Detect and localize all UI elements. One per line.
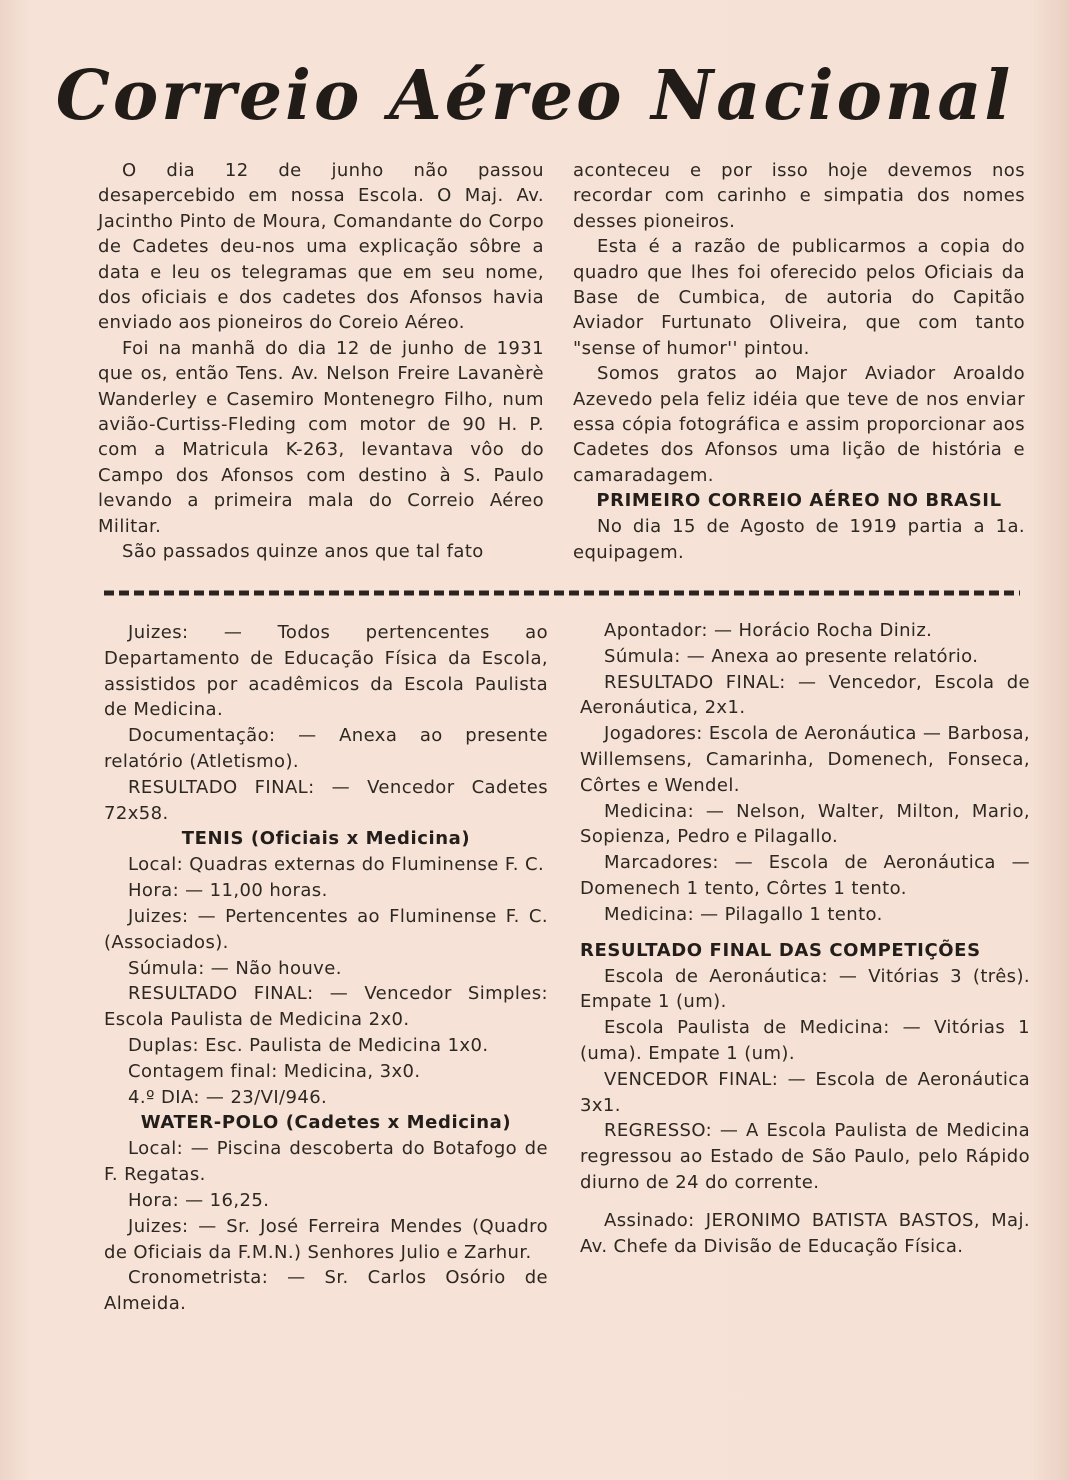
paragraph: 4.º DIA: — 23/VI/946. — [128, 1086, 328, 1108]
paragraph: RESULTADO FINAL: — Vencedor, Escola de Aeronáutica, 2x1. — [580, 671, 1030, 719]
page-title: Correio Aéreo Nacional — [55, 56, 1014, 136]
paragraph: Juizes: — Sr. José Ferreira Mendes (Quadro de Oficiais da F.M.N.) Senhores Julio e Zarhur. — [104, 1215, 548, 1263]
section-heading: PRIMEIRO CORREIO AÉREO NO BRASIL — [596, 490, 1002, 512]
signature-paragraph: Assinado: JERONIMO BATISTA BASTOS, Maj. Av. Chefe da Divisão de Educação Física. — [580, 1209, 1030, 1257]
paragraph: Juizes: — Pertencentes ao Fluminense F. C. (Associados). — [104, 905, 548, 953]
paragraph: Apontador: — Horácio Rocha Diniz. — [604, 620, 933, 641]
paragraph: Medicina: — Pilagallo 1 tento. — [604, 903, 883, 925]
section-heading: WATER-POLO (Cadetes x Medicina) — [140, 1112, 512, 1134]
paragraph: Hora: — 16,25. — [128, 1189, 270, 1211]
paragraph: Documentação: — Anexa ao presente relatório (Atletismo). — [104, 725, 548, 772]
paragraph: Marcadores: — Escola de Aeronáutica — Domenech 1 tento, Côrtes 1 tento. — [580, 852, 1030, 899]
paragraph: No dia 15 de Agosto de 1919 partia a 1a. equipagem. — [573, 516, 1025, 563]
paragraph: Cronometrista: — Sr. Carlos Osório de Almeida. — [104, 1267, 548, 1315]
paragraph: VENCEDOR FINAL: — Escola de Aeronáutica 3x1. — [580, 1068, 1030, 1116]
paragraph: aconteceu e por isso hoje devemos nos recordar com carinho e simpatia dos nomes desses pioneiros. — [573, 160, 1025, 232]
paragraph: Escola Paulista de Medicina: — Vitórias 1 (uma). Empate 1 (um). — [580, 1017, 1030, 1064]
report-column-left — [104, 620, 548, 1317]
paragraph: Hora: — 11,00 horas. — [128, 880, 328, 902]
paragraph: REGRESSO: — A Escola Paulista de Medicina regressou ao Estado de São Paulo, pelo Rápido diurno de 24 do corrente. — [580, 1120, 1030, 1193]
article-column-left — [98, 158, 544, 565]
paragraph: Juizes: — Todos pertencentes ao Departamento de Educação Física da Escola, assistidos por acadêmicos da Escola Paulista de Medicina. — [104, 622, 548, 721]
paragraph: RESULTADO FINAL: — Vencedor Simples: Escola Paulista de Medicina 2x0. — [104, 983, 548, 1031]
report-column-right — [580, 618, 1030, 1259]
paragraph: São passados quinze anos que tal fato — [122, 541, 484, 563]
paragraph: Contagem final: Medicina, 3x0. — [128, 1060, 421, 1082]
paragraph: Local: Quadras externas do Fluminense F. C. — [128, 854, 545, 876]
paragraph: Esta é a razão de publicarmos a copia do quadro que lhes foi oferecido pelos Oficiais da Base de Cumbica, de autoria do Capitão Aviador Furtunato Oliveira, que com tanto "sense of humor'' pintou. — [573, 236, 1025, 359]
paragraph: Somos gratos ao Major Aviador Aroaldo Azevedo pela feliz idéia que teve de nos enviar essa cópia fotográfica e assim proporcionar aos Cadetes dos Afonsos uma lição de história e camaradagem. — [573, 363, 1025, 486]
article-column-right — [573, 158, 1025, 565]
paragraph: RESULTADO FINAL: — Vencedor Cadetes 72x58. — [104, 776, 548, 824]
paragraph: Foi na manhã do dia 12 de junho de 1931 que os, então Tens. Av. Nelson Freire Lavanèrè Wanderley e Casemiro Montenegro Filho, num avião-Curtiss-Fleding com motor de 90 H. P. com a Matricula K-263, levantava vôo do Campo dos Afonsos com destino à S. Paulo levando a primeira mala do Correio Aéreo Militar. — [98, 337, 544, 537]
paragraph: Escola de Aeronáutica: — Vitórias 3 (três). Empate 1 (um). — [580, 965, 1030, 1013]
section-heading: RESULTADO FINAL DAS COMPETIÇÕES — [580, 939, 981, 961]
paragraph: Duplas: Esc. Paulista de Medicina 1x0. — [128, 1034, 489, 1056]
paragraph: Jogadores: Escola de Aeronáutica — Barbosa, Willemsens, Camarinha, Domenech, Fonseca, Côrtes e Wendel. — [580, 723, 1031, 796]
paragraph: Local: — Piscina descoberta do Botafogo de F. Regatas. — [104, 1138, 548, 1186]
paragraph: Súmula: — Não houve. — [128, 957, 342, 979]
dashed-divider — [104, 588, 1020, 598]
paragraph: Súmula: — Anexa ao presente relatório. — [604, 645, 979, 667]
paragraph: Medicina: — Nelson, Walter, Milton, Mario, Sopienza, Pedro e Pilagallo. — [580, 800, 1030, 848]
section-heading: TENIS (Oficiais x Medicina) — [181, 828, 471, 850]
paragraph: O dia 12 de junho não passou desapercebido em nossa Escola. O Maj. Av. Jacintho Pinto de Moura, Comandante do Corpo de Cadetes deu-nos uma explicação sôbre a data e leu os telegramas que em seu nome, dos oficiais e dos cadetes dos Afonsos havia enviado aos pioneiros do Coreio Aéreo. — [98, 160, 544, 334]
